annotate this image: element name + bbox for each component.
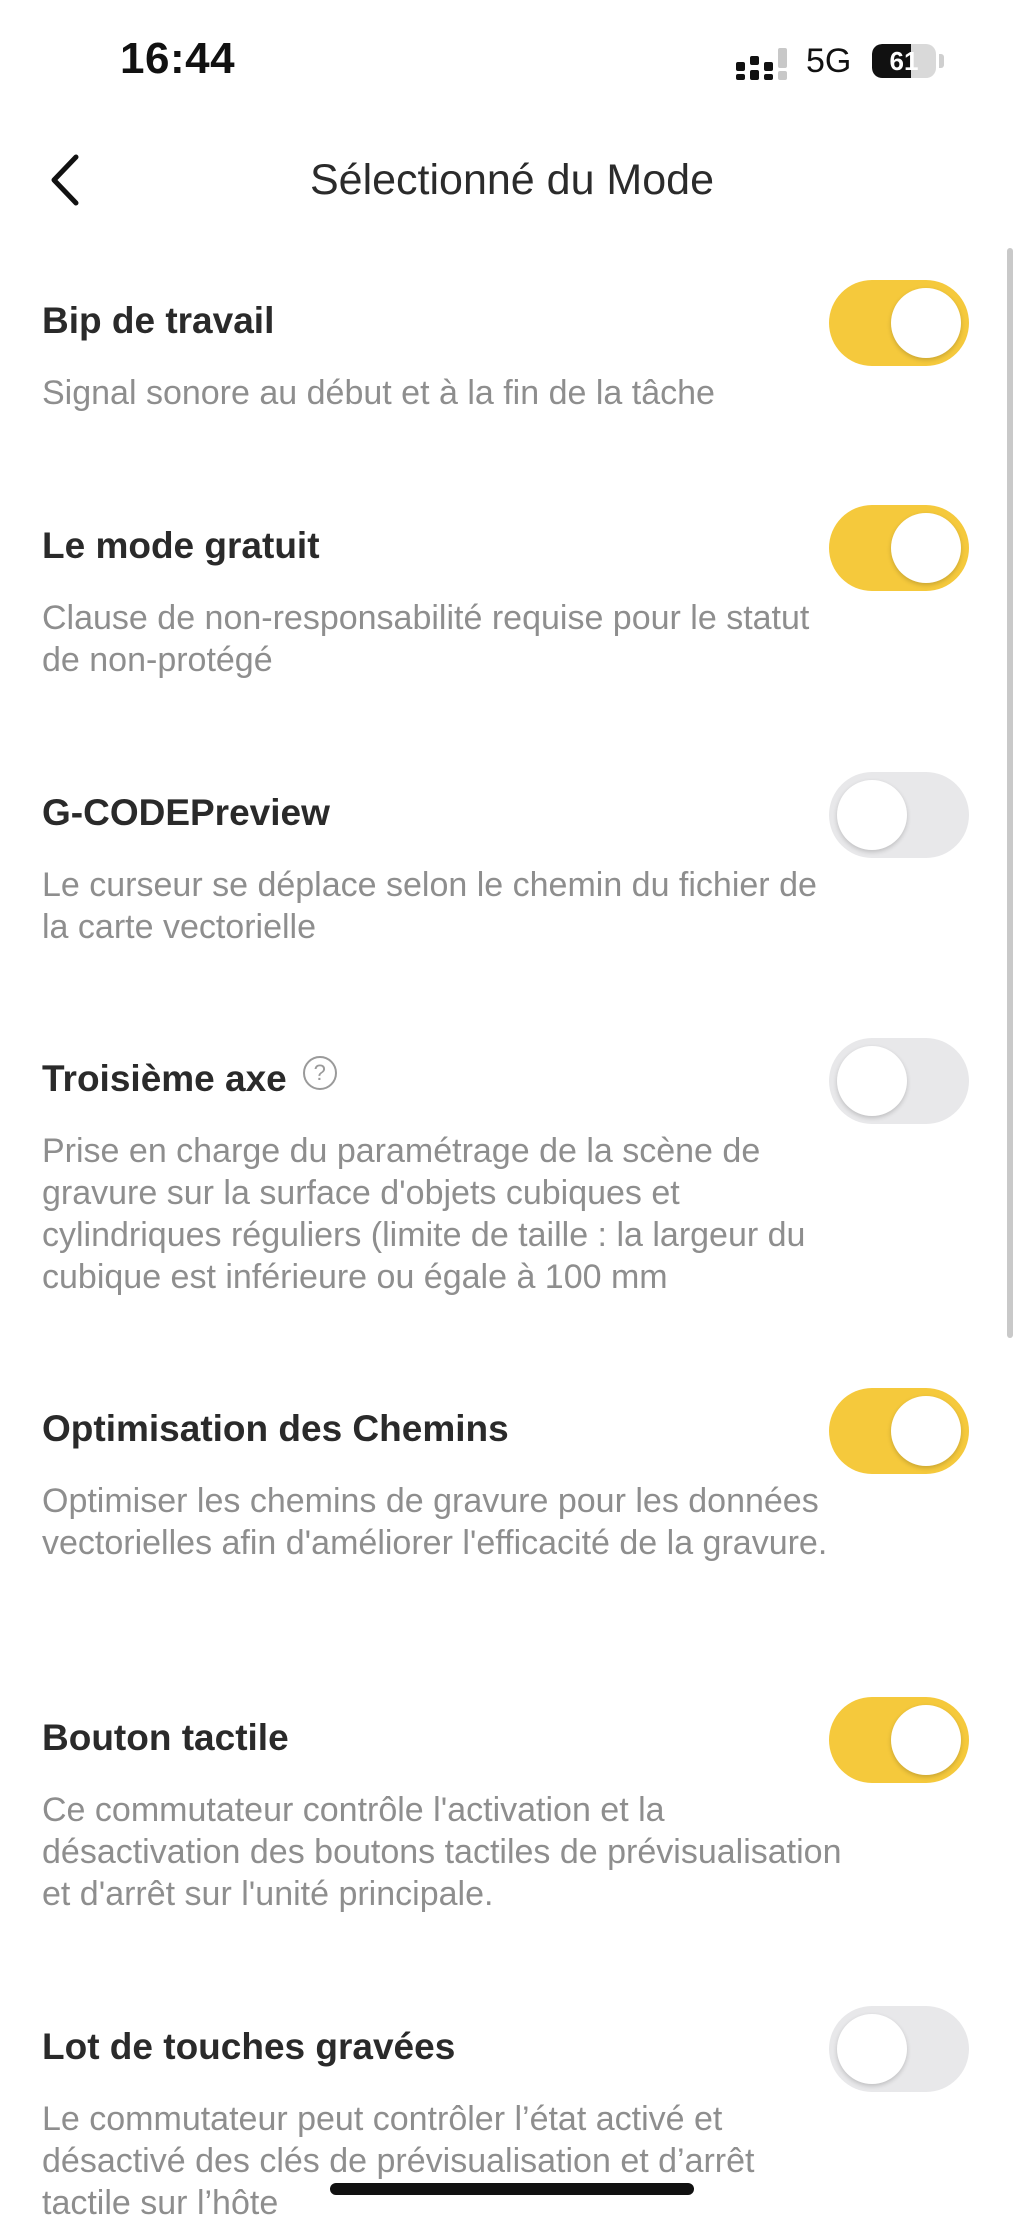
setting-title: Bip de travail <box>42 300 275 341</box>
setting-description: Ce commutateur contrôle l'activation et la désactivation des boutons tactiles de prévisualisation et d'arrêt sur l'unité principale. <box>42 1791 842 1913</box>
setting-description: Prise en charge du paramétrage de la scène de gravure sur la surface d'objets cubiques et cylindriques réguliers (limite de taille : la largeur du cubique est inférieure ou égale à 100 mm <box>42 1132 806 1296</box>
gcode-preview-toggle[interactable] <box>829 772 969 858</box>
work-beep-toggle[interactable] <box>829 280 969 366</box>
page-title: Sélectionné du Mode <box>309 156 714 204</box>
free-mode-toggle[interactable] <box>829 505 969 591</box>
help-icon[interactable]: ? <box>303 1056 337 1090</box>
setting-description: Clause de non-responsabilité requise pour le statut de non-protégé <box>42 599 810 679</box>
third-axis-toggle[interactable] <box>829 1038 969 1124</box>
setting-description: Le commutateur peut contrôler l’état activé et désactivé des clés de prévisualisation et d’arrêt tactile sur l’hôte <box>42 2100 755 2222</box>
scrollbar[interactable] <box>1007 248 1013 1338</box>
battery-tip <box>939 54 944 68</box>
status-time: 16:44 <box>120 34 236 83</box>
network-type: 5G <box>806 42 852 80</box>
battery-icon <box>872 44 936 78</box>
setting-title: Bouton tactile <box>42 1717 289 1758</box>
setting-description: Signal sonore au début et à la fin de la tâche <box>42 374 715 412</box>
setting-title: Optimisation des Chemins <box>42 1408 509 1449</box>
setting-title-row <box>42 1058 337 1100</box>
home-indicator[interactable] <box>330 2183 694 2195</box>
setting-title: Lot de touches gravées <box>42 2026 456 2067</box>
engraved-keys-toggle[interactable] <box>829 2006 969 2092</box>
setting-title: G-CODEPreview <box>42 792 330 833</box>
setting-description: Optimiser les chemins de gravure pour les données vectorielles afin d'améliorer l'efficacité de la gravure. <box>42 1482 828 1562</box>
setting-description: Le curseur se déplace selon le chemin du fichier de la carte vectorielle <box>42 866 817 946</box>
path-optimization-toggle[interactable] <box>829 1388 969 1474</box>
setting-title: Troisième axe <box>42 1058 287 1099</box>
setting-title: Le mode gratuit <box>42 525 320 566</box>
battery-level: 61 <box>889 46 919 76</box>
touch-button-toggle[interactable] <box>829 1697 969 1783</box>
navigation-header <box>0 120 1024 240</box>
status-bar <box>0 0 1024 120</box>
signal-icon <box>736 48 790 80</box>
